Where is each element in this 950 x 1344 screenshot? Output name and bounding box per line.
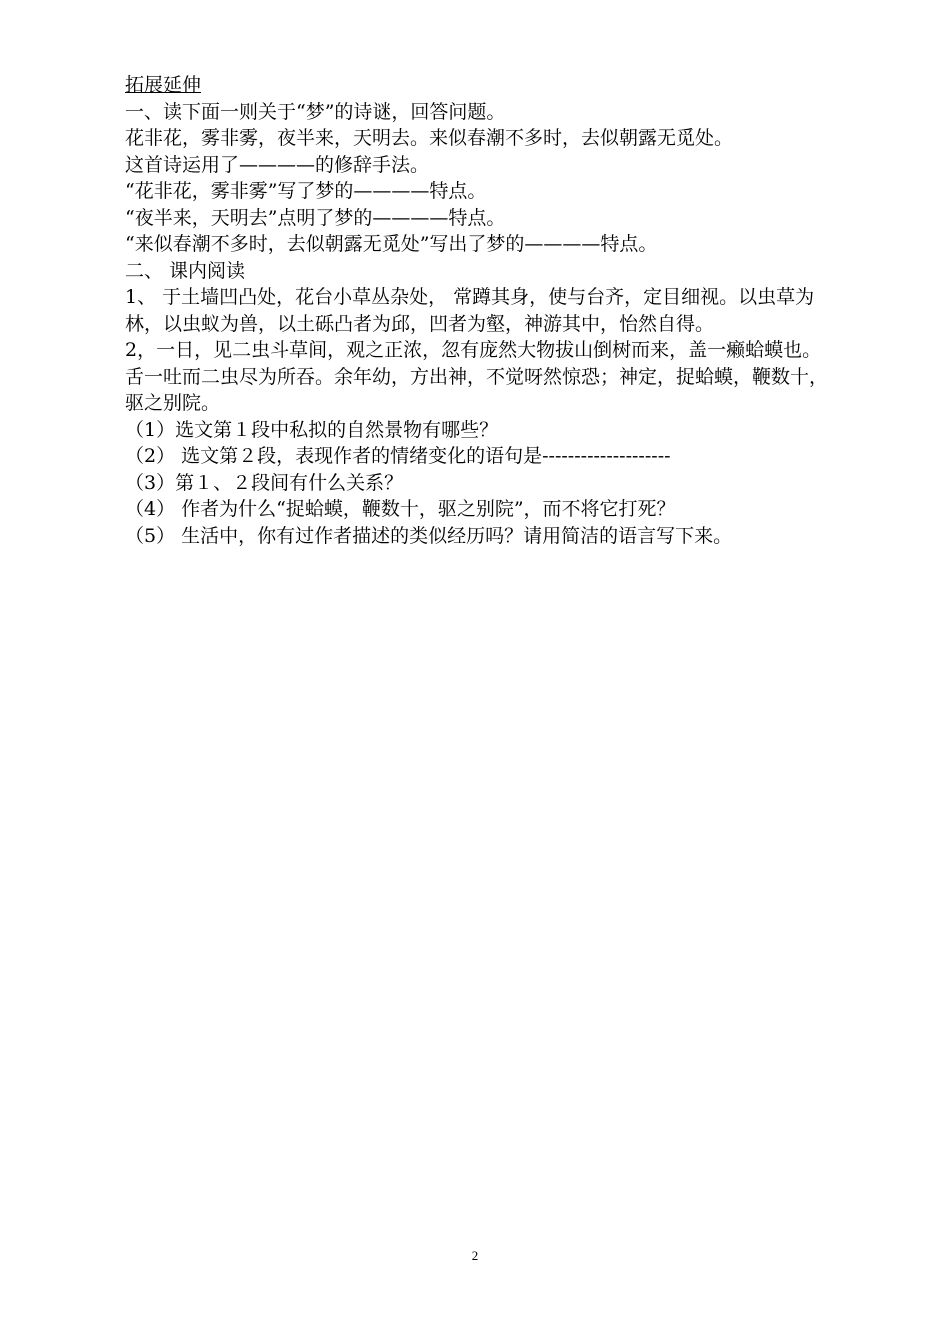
section1-title: 一、读下面一则关于“梦”的诗谜，回答问题。 bbox=[125, 100, 506, 123]
reading-paragraph-3: 舌一吐而二虫尽为所吞。余年幼，方出神，不觉呀然惊恐；神定，捉蛤蟆，鞭数十，驱之别院。 bbox=[125, 365, 829, 414]
document-body bbox=[125, 72, 835, 549]
reading-question-2: （2） 选文第２段，表现作者的情绪变化的语句是-------------------- bbox=[125, 445, 671, 467]
reading-question-4: （4） 作者为什么“捉蛤蟆，鞭数十，驱之别院”，而不将它打死？ bbox=[125, 498, 676, 520]
reading-question-3: （3）第１、２段间有什么关系？ bbox=[125, 471, 404, 494]
reading-paragraph-1: 1、 于土墙凹凸处，花台小草丛杂处， 常蹲其身，使与台齐，定目细视。以虫草为林，以虫蚁为兽，以土砾凸者为邱，凹者为壑，神游其中，怡然自得。 bbox=[125, 286, 815, 335]
question-rhetoric: 这首诗运用了————的修辞手法。 bbox=[125, 153, 430, 176]
reading-paragraph-2: 2，一日，见二虫斗草间，观之正浓，忽有庞然大物拔山倒树而来，盖一癞蛤蟆也。 bbox=[125, 339, 822, 361]
reading-question-5: （5） 生活中，你有过作者描述的类似经历吗？请用简洁的语言写下来。 bbox=[125, 524, 733, 547]
question-feature-2: “夜半来，天明去”点明了梦的————特点。 bbox=[125, 206, 506, 229]
section2-title: 二、 课内阅读 bbox=[125, 259, 246, 282]
page-number: 2 bbox=[471, 1248, 479, 1263]
reading-question-1: （1）选文第１段中私拟的自然景物有哪些？ bbox=[125, 418, 499, 441]
riddle-poem: 花非花，雾非雾，夜半来，天明去。来似春潮不多时，去似朝露无觅处。 bbox=[125, 127, 734, 149]
section-heading: 拓展延伸 bbox=[125, 74, 202, 96]
question-feature-1: “花非花，雾非雾”写了梦的————特点。 bbox=[125, 180, 487, 202]
question-feature-3: “来似春潮不多时，去似朝露无觅处”写出了梦的————特点。 bbox=[125, 233, 658, 255]
